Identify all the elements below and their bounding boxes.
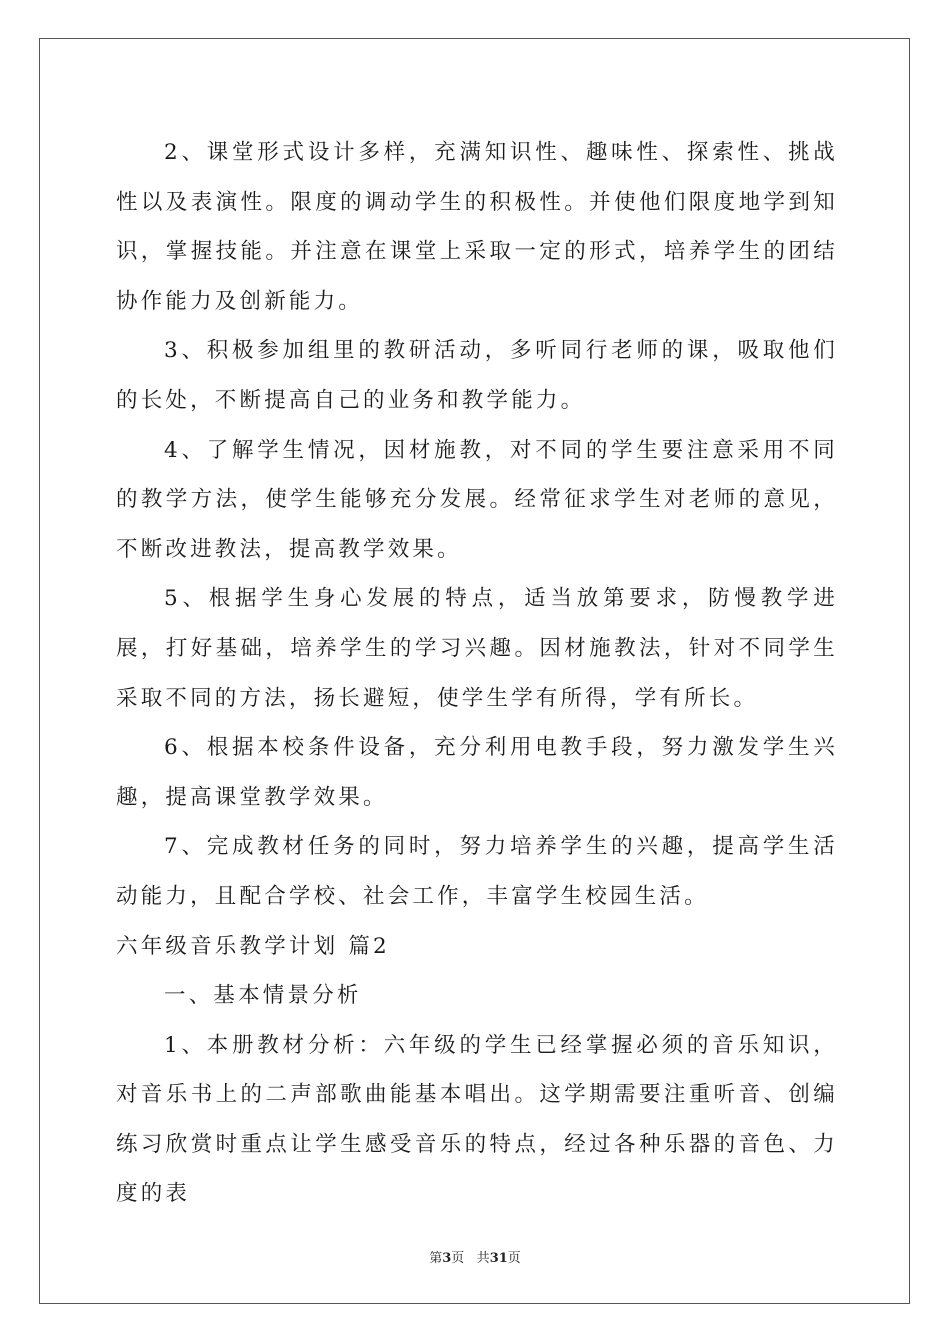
section-heading: 六年级音乐教学计划 篇2 — [116, 933, 390, 959]
paragraph-item-7: 7、完成教材任务的同时，努力培养学生的兴趣，提高学生活动能力，且配合学校、社会工作，丰富学生校园生活。 — [116, 834, 838, 909]
paragraph-item-4: 4、了解学生情况，因材施教，对不同的学生要注意采用不同的教学方法，使学生能够充分发展。经常征求学生对老师的意见，不断改进教法，提高教学效果。 — [116, 437, 838, 562]
paragraph-item-6: 6、根据本校条件设备，充分利用电教手段，努力激发学生兴趣，提高课堂教学效果。 — [116, 735, 838, 810]
paragraph-item-3: 3、积极参加组里的教研活动，多听同行老师的课，吸取他们的长处，不断提高自己的业务和教学能力。 — [116, 338, 838, 413]
paragraph-textbook-analysis: 1、本册教材分析：六年级的学生已经掌握必须的音乐知识，对音乐书上的二声部歌曲能基本唱出。这学期需要注重听音、创编练习欣赏时重点让学生感受音乐的特点，经过各种乐器的音色、力度的表 — [116, 1032, 838, 1207]
paragraph-item-2: 2、课堂形式设计多样，充满知识性、趣味性、探索性、挑战性以及表演性。限度的调动学生的积极性。并使他们限度地学到知识，掌握技能。并注意在课堂上采取一定的形式，培养学生的团结协作能力及创新能力。 — [116, 140, 838, 314]
footer-total-unit: 页 — [507, 1251, 521, 1266]
page-footer — [0, 1247, 950, 1266]
footer-prefix: 第 — [429, 1251, 443, 1266]
paragraph-item-5: 5、根据学生身心发展的特点，适当放第要求，防慢教学进展，打好基础，培养学生的学习兴趣。因材施教法，针对不同学生采取不同的方法，扬长避短，使学生学有所得，学有所长。 — [116, 586, 838, 711]
document-body — [116, 128, 838, 1219]
current-page-number: 3 — [442, 1251, 452, 1266]
footer-total-prefix: 共 — [476, 1251, 490, 1266]
total-page-count: 31 — [489, 1251, 508, 1266]
subsection-heading: 一、基本情景分析 — [164, 983, 362, 1009]
footer-page-unit: 页 — [451, 1251, 465, 1266]
